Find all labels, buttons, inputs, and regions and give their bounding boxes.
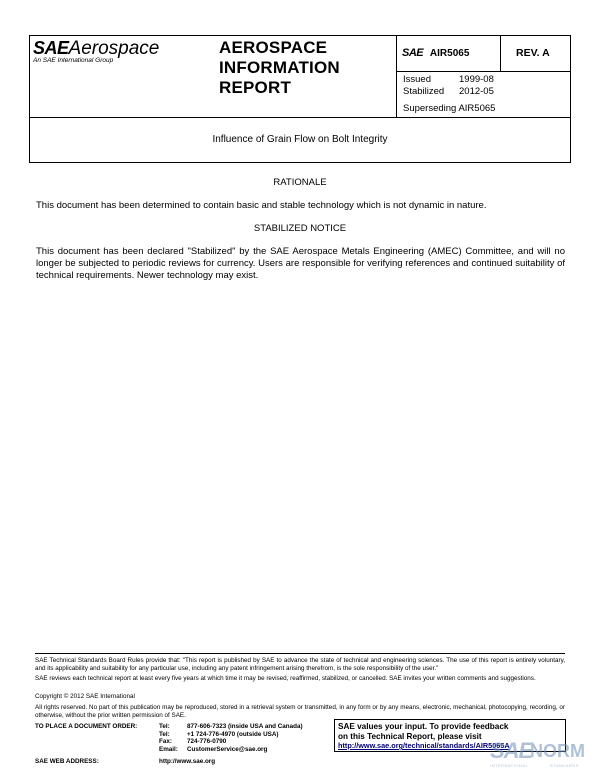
web-label: SAE WEB ADDRESS:: [35, 758, 99, 765]
issued-row: [403, 74, 494, 85]
issued-label: Issued: [403, 74, 431, 85]
rationale-text: This document has been determined to contain basic and stable technology which is not dynamic in nature.: [36, 200, 487, 211]
logo-aerospace: Aerospace: [68, 38, 160, 59]
contact-label: Fax:: [159, 738, 172, 746]
logo-sae: SAE: [33, 38, 69, 58]
stabilized-row: [403, 86, 494, 97]
stabilized-notice-heading: STABILIZED NOTICE: [253, 223, 347, 234]
footer-review: SAE reviews each technical report at least every five years at which time it may be revised, reaffirmed, stabilized, or cancelled. SAE invites your written comments and suggestions.: [35, 675, 536, 682]
superseding-note: Superseding AIR5065: [403, 103, 496, 114]
feedback-line-1: SAE values your input. To provide feedback: [338, 722, 509, 731]
logo-tagline: An SAE International Group: [33, 57, 114, 64]
contact-value[interactable]: CustomerService@sae.org: [187, 745, 268, 753]
title-line-1: AEROSPACE: [219, 38, 328, 57]
watermark-norm: NORM: [530, 741, 585, 761]
doc-sae-logo: SAE: [402, 47, 424, 59]
document-title: Influence of Grain Flow on Bolt Integrity: [212, 134, 388, 145]
watermark-sub-right: STANDARDS: [550, 763, 579, 768]
contact-label: Tel:: [159, 730, 170, 738]
rationale-heading: RATIONALE: [273, 177, 327, 188]
watermark-sae: SAE: [490, 738, 533, 763]
stabilized-notice-text: This document has been declared "Stabilized" by the SAE Aerospace Metals Engineering (AMEC) Committee, and will no longer be subjected to periodic reviews for currency. Users are responsible for verifying references and continued suitability of technical requirements. Newer technology may exist.: [36, 246, 565, 281]
stabilized-value: 2012-05: [459, 86, 494, 97]
contact-value: 877-606-7323 (inside USA and Canada): [187, 723, 303, 730]
title-line-3: REPORT: [219, 78, 292, 97]
feedback-line-2: on this Technical Report, please visit: [338, 731, 482, 741]
doc-number-cell: [402, 47, 469, 59]
web-address-link[interactable]: http://www.sae.org: [159, 758, 216, 765]
issued-value: 1999-08: [459, 74, 494, 85]
footer-rights: All rights reserved. No part of this publication may be reproduced, stored in a retrieval system or transmitted, in any form or by any means, electronic, mechanical, photocopying, recording, or otherwise, without the prior written permission of SAE.: [35, 704, 565, 719]
contact-value: 724-776-0790: [187, 738, 227, 746]
rev-label: REV. A: [516, 47, 550, 59]
stabilized-label: Stabilized: [403, 86, 445, 97]
report-type-title: [219, 38, 340, 98]
contact-list: [159, 723, 329, 753]
order-label: TO PLACE A DOCUMENT ORDER:: [35, 723, 138, 730]
watermark-logo: [490, 738, 596, 772]
feedback-link[interactable]: http://www.sae.org/technical/standards/AIR5065A: [338, 741, 510, 750]
contact-label: Email:: [159, 745, 178, 753]
title-line-2: INFORMATION: [219, 58, 340, 77]
doc-number: AIR5065: [429, 48, 470, 59]
footer-copyright: Copyright © 2012 SAE International: [35, 693, 135, 700]
footer-rules: SAE Technical Standards Board Rules provide that: "This report is published by SAE to advance the state of technical and engineering sciences. The use of this report is entirely voluntary, and its applicability and suitability for any particular use, including any patent infringement arising therefrom, is the sole responsibility of the user.": [35, 657, 565, 672]
watermark-sub-left: INTERNATIONAL: [490, 763, 529, 768]
sae-aerospace-logo: [33, 38, 193, 64]
contact-label: Tel:: [159, 723, 170, 730]
contact-value: +1 724-776-4970 (outside USA): [187, 730, 279, 738]
